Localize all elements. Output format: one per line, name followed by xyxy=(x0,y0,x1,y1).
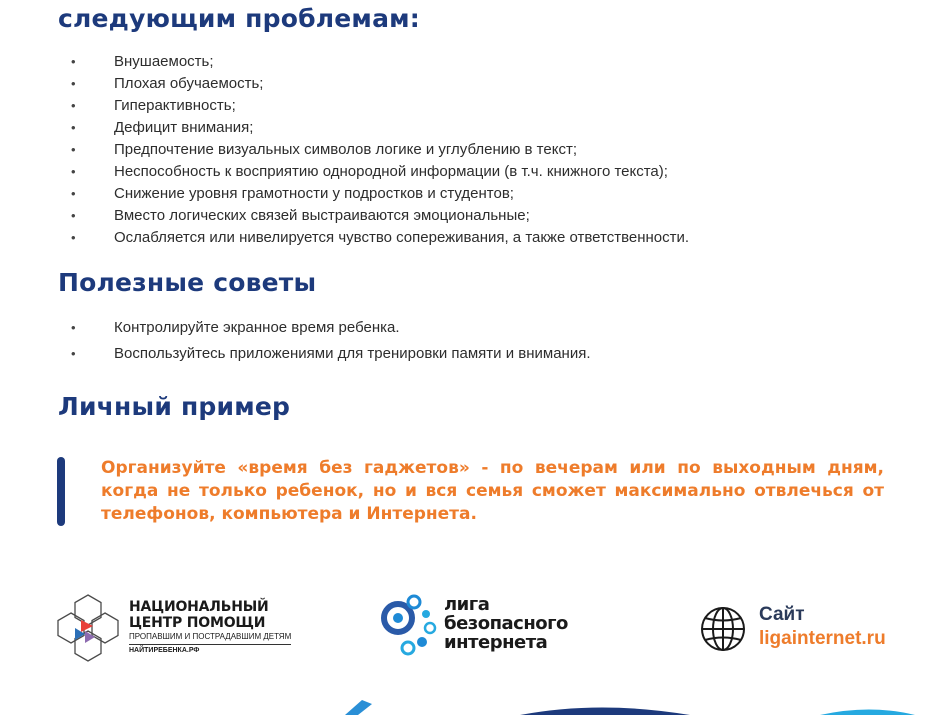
bottom-decoration xyxy=(0,690,940,715)
list-item xyxy=(0,117,689,139)
site-block xyxy=(700,603,900,653)
tips-list xyxy=(0,317,591,369)
list-item xyxy=(0,205,689,227)
list-item-text: Воспользуйтесь приложениями для тренировки памяти и внимания. xyxy=(114,345,591,362)
list-item-text: Предпочтение визуальных символов логике и углублению в текст; xyxy=(114,141,577,158)
list-item-text: Дефицит внимания; xyxy=(114,119,254,136)
bullet-icon: • xyxy=(71,98,76,113)
liga-title-line2: безопасного xyxy=(444,613,568,634)
list-item-text: Гиперактивность; xyxy=(114,97,236,114)
list-item xyxy=(0,95,689,117)
ncp-subtitle: ПРОПАВШИМ И ПОСТРАДАВШИМ ДЕТЯМ xyxy=(129,631,291,645)
problems-list xyxy=(0,51,689,249)
list-item xyxy=(0,183,689,205)
list-item-text: Контролируйте экранное время ребенка. xyxy=(114,319,400,336)
liga-circles-icon xyxy=(378,592,442,658)
hexagon-cubes-icon xyxy=(55,593,121,663)
quote-text: Организуйте «время без гаджетов» - по вечерам или по выходным дням, когда не только ребенок, но и вся семья сможет максимально отвлечься от телефонов, компьютера и Интернета. xyxy=(101,458,884,524)
site-label: Сайт xyxy=(759,604,805,625)
list-item xyxy=(0,139,689,161)
liga-title-line1: лига xyxy=(444,594,490,615)
list-item xyxy=(0,317,591,343)
liga-title-line3: интернета xyxy=(444,632,548,653)
bullet-icon: • xyxy=(71,142,76,157)
bullet-icon: • xyxy=(71,164,76,179)
bullet-icon: • xyxy=(71,208,76,223)
list-item-text: Снижение уровня грамотности у подростков и студентов; xyxy=(114,185,514,202)
bullet-icon: • xyxy=(71,186,76,201)
liga-logo xyxy=(378,592,578,662)
bullet-icon: • xyxy=(71,230,76,245)
problems-heading: следующим проблемам: xyxy=(58,4,420,33)
bullet-icon: • xyxy=(71,120,76,135)
ncp-logo xyxy=(55,593,292,663)
quote-bar xyxy=(57,457,65,526)
list-item-text: Неспособность к восприятию однородной информации (в т.ч. книжного текста); xyxy=(114,163,668,180)
list-item xyxy=(0,343,591,369)
ncp-title-line2: ЦЕНТР ПОМОЩИ xyxy=(129,615,266,631)
ncp-title-line1: НАЦИОНАЛЬНЫЙ xyxy=(129,599,269,615)
bullet-icon: • xyxy=(71,76,76,91)
list-item-text: Плохая обучаемость; xyxy=(114,75,264,92)
list-item xyxy=(0,51,689,73)
list-item-text: Внушаемость; xyxy=(114,53,214,70)
list-item xyxy=(0,161,689,183)
bullet-icon: • xyxy=(71,346,76,361)
list-item-text: Вместо логических связей выстраиваются эмоциональные; xyxy=(114,207,530,224)
globe-icon xyxy=(700,606,746,652)
bullet-icon: • xyxy=(71,320,76,335)
list-item xyxy=(0,73,689,95)
ncp-domain: НАЙТИРЕБЕНКА.РФ xyxy=(129,647,200,654)
tips-heading: Полезные советы xyxy=(58,268,317,297)
site-url-link[interactable]: ligainternet.ru xyxy=(759,628,886,649)
bullet-icon: • xyxy=(71,54,76,69)
example-heading: Личный пример xyxy=(58,392,291,421)
list-item xyxy=(0,227,689,249)
list-item-text: Ослабляется или нивелируется чувство сопереживания, а также ответственности. xyxy=(114,229,690,246)
